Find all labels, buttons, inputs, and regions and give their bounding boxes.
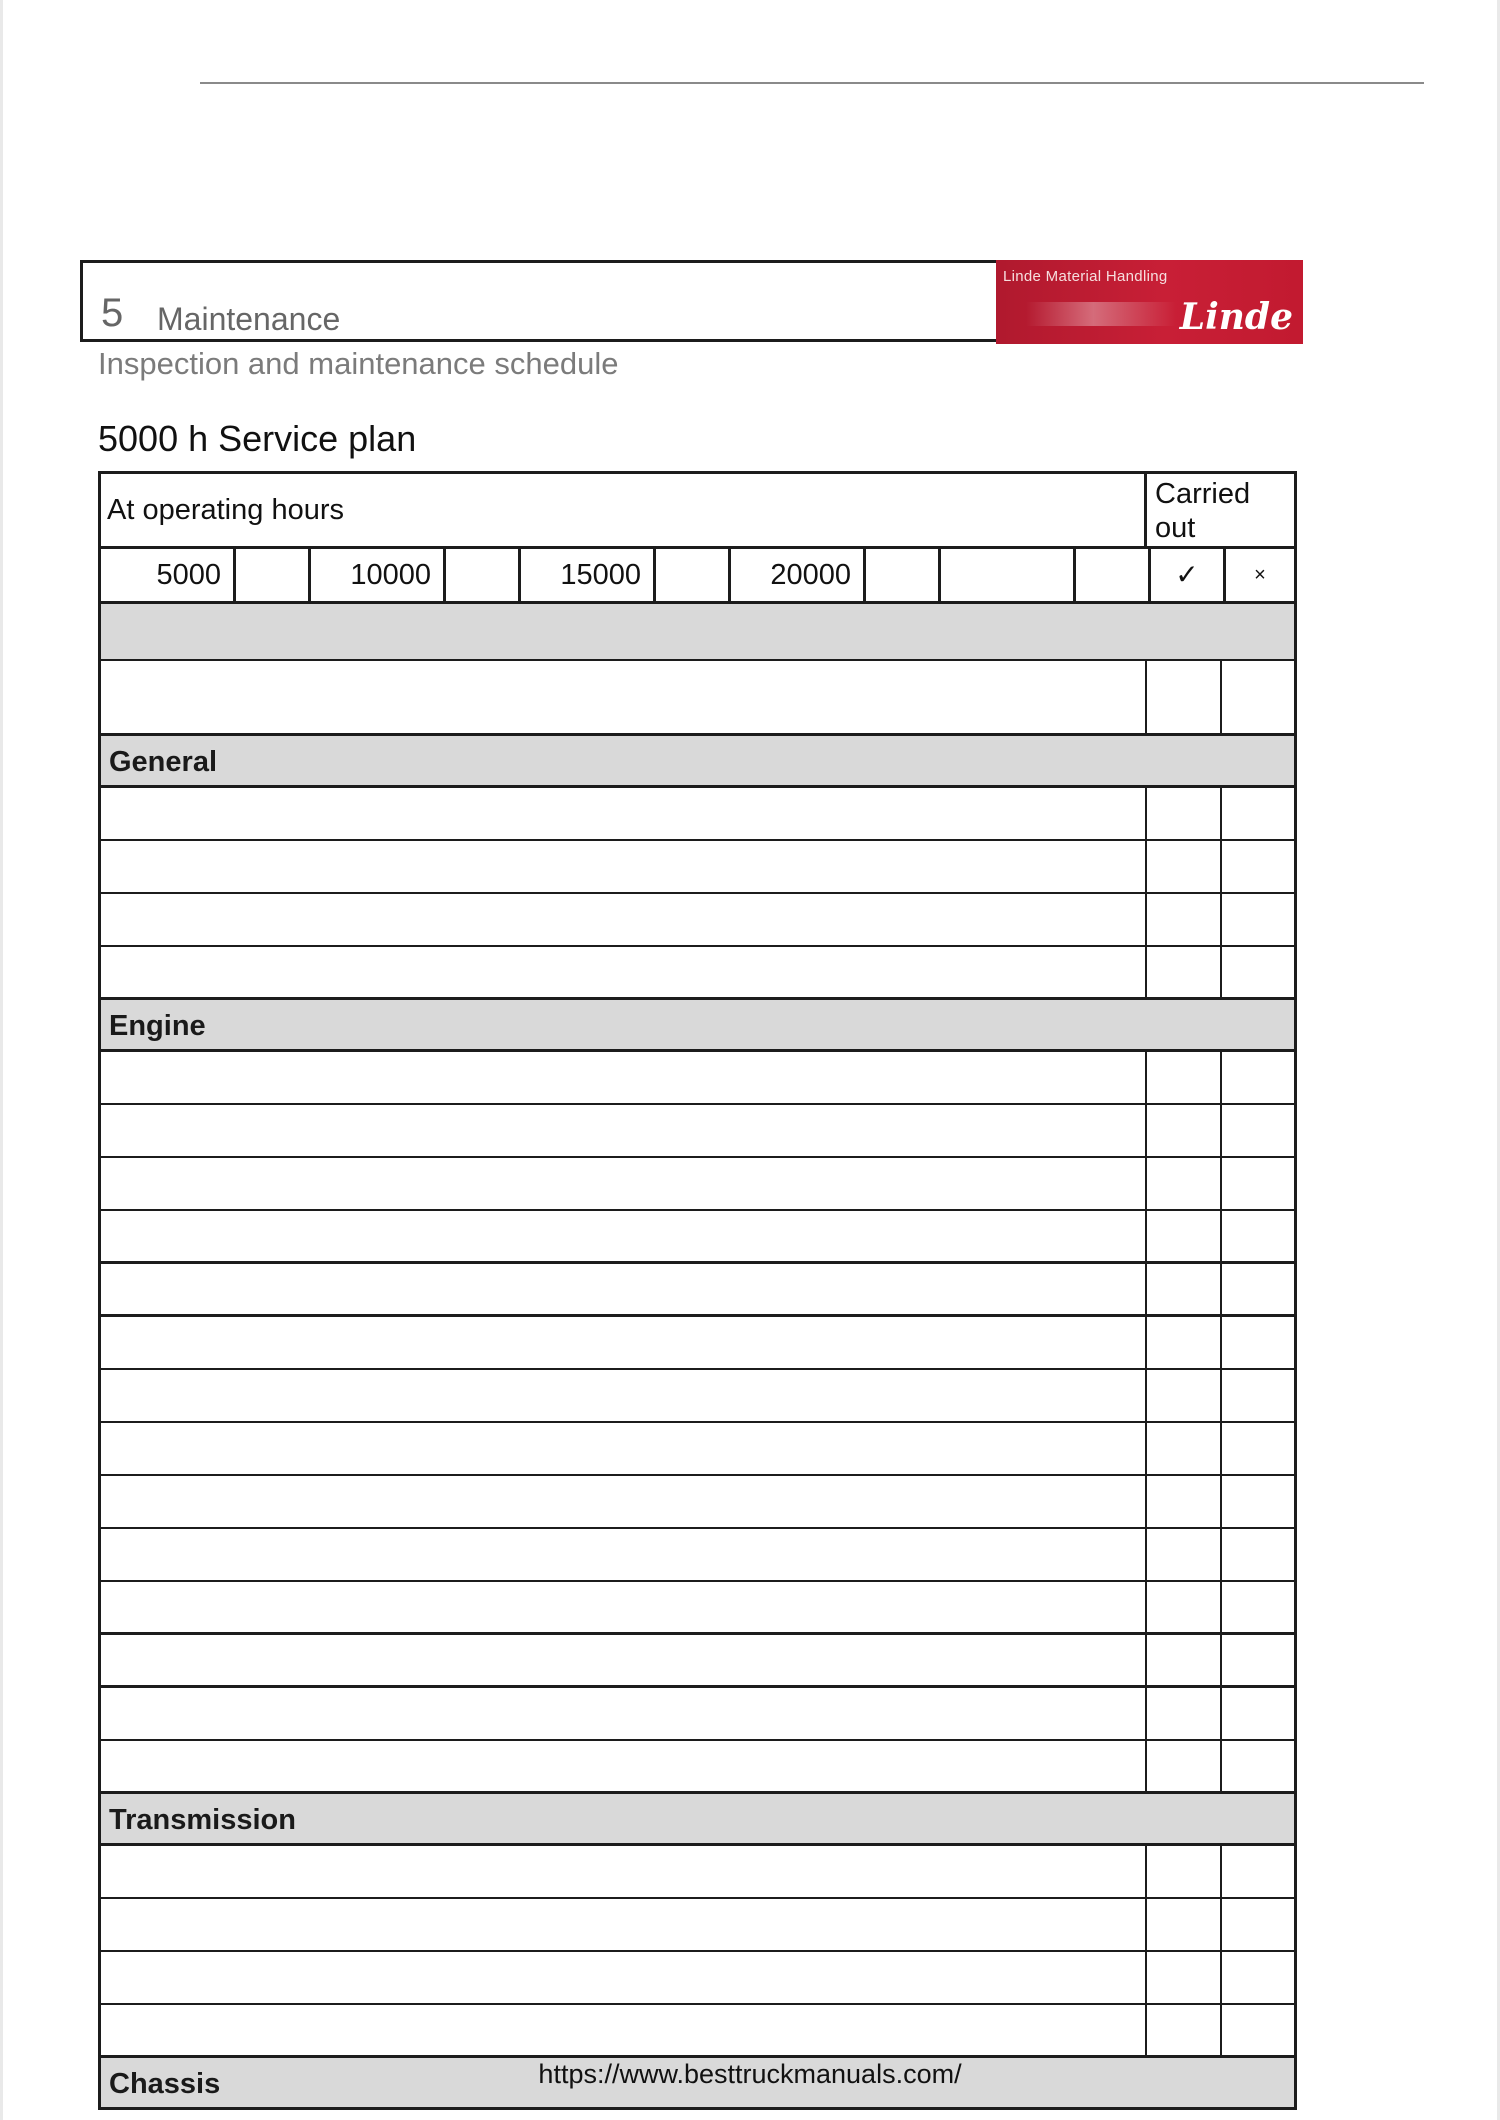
done-checkbox[interactable] (1147, 947, 1222, 997)
done-checkbox[interactable] (1147, 1052, 1222, 1103)
table-header-row (101, 474, 1294, 549)
section-band-blank (101, 604, 1294, 661)
not-done-checkbox[interactable] (1222, 1105, 1294, 1156)
section-band-transmission: Transmission (101, 1794, 1294, 1846)
done-checkbox[interactable] (1147, 2005, 1222, 2055)
table-row (101, 1952, 1294, 2005)
hours-15000: 15000 (521, 549, 656, 601)
table-row (101, 947, 1294, 1000)
done-checkbox[interactable] (1147, 1370, 1222, 1421)
done-checkbox[interactable] (1147, 1476, 1222, 1527)
footer-url-text[interactable]: https://www.besttruckmanuals.com/ (538, 2059, 962, 2089)
hours-blank-cell (1076, 549, 1151, 601)
table-row (101, 1105, 1294, 1158)
not-done-checkbox[interactable] (1222, 841, 1294, 892)
table-row (101, 1158, 1294, 1211)
not-done-checkbox[interactable] (1222, 1264, 1294, 1314)
chapter-title: Maintenance (157, 301, 341, 337)
not-done-checkbox[interactable] (1222, 1899, 1294, 1950)
logo-tagline: Linde Material Handling (1003, 268, 1168, 285)
done-checkbox[interactable] (1147, 1423, 1222, 1474)
not-done-checkbox[interactable] (1222, 894, 1294, 945)
hours-row (101, 549, 1294, 604)
done-checkbox[interactable] (1147, 1635, 1222, 1685)
not-done-checkbox[interactable] (1222, 1952, 1294, 2003)
table-row (101, 1741, 1294, 1794)
done-checkbox[interactable] (1147, 894, 1222, 945)
not-done-checkbox[interactable] (1222, 661, 1294, 733)
hours-blank-cell (446, 549, 521, 601)
hours-blank-cell (656, 549, 731, 601)
table-row (101, 1370, 1294, 1423)
logo-glow (1026, 302, 1176, 326)
not-done-checkbox[interactable] (1222, 1052, 1294, 1103)
table-row (101, 1423, 1294, 1476)
not-done-checkbox[interactable] (1222, 1423, 1294, 1474)
not-done-checkbox[interactable] (1222, 1158, 1294, 1209)
done-checkbox[interactable] (1147, 788, 1222, 839)
done-checkbox[interactable] (1147, 1741, 1222, 1791)
table-row (101, 1899, 1294, 1952)
table-row (101, 1211, 1294, 1264)
carried-out-line1: Carried (1155, 478, 1251, 510)
hours-10000: 10000 (311, 549, 446, 601)
chapter-number: 5 (101, 291, 124, 335)
done-checkbox[interactable] (1147, 1158, 1222, 1209)
not-done-checkbox[interactable] (1222, 1529, 1294, 1580)
footer-url[interactable] (0, 2059, 1500, 2090)
linde-logo (996, 260, 1303, 344)
table-row (101, 1582, 1294, 1635)
done-checkbox[interactable] (1147, 1105, 1222, 1156)
table-row (101, 1052, 1294, 1105)
hours-blank-cell (236, 549, 311, 601)
table-row (101, 894, 1294, 947)
not-done-checkbox[interactable] (1222, 1317, 1294, 1368)
not-done-checkbox[interactable] (1222, 2005, 1294, 2055)
table-row (101, 788, 1294, 841)
carried-out-line2: out (1155, 512, 1196, 544)
not-done-checkbox[interactable] (1222, 1582, 1294, 1632)
not-done-checkbox[interactable] (1222, 1635, 1294, 1685)
section-band-engine: Engine (101, 1000, 1294, 1052)
not-done-checkbox[interactable] (1222, 1211, 1294, 1261)
hours-blank-cell (866, 549, 941, 601)
cross-icon: × (1254, 564, 1266, 586)
check-icon: ✓ (1151, 549, 1226, 601)
hours-blank-cell (941, 549, 1076, 601)
done-checkbox[interactable] (1147, 1264, 1222, 1314)
not-done-checkbox[interactable] (1222, 788, 1294, 839)
section-subtitle: Inspection and maintenance schedule (98, 346, 619, 381)
top-rule (200, 82, 1424, 84)
done-checkbox[interactable] (1147, 1952, 1222, 2003)
done-checkbox[interactable] (1147, 1211, 1222, 1261)
table-row (101, 841, 1294, 894)
table-row (101, 1529, 1294, 1582)
table-row (101, 1317, 1294, 1370)
section-band-chassis: Chassis (101, 2058, 1294, 2110)
hours-5000: 5000 (101, 549, 236, 601)
not-done-checkbox[interactable] (1222, 1370, 1294, 1421)
table-row (101, 1846, 1294, 1899)
table-row (101, 1264, 1294, 1317)
table-row (101, 661, 1294, 736)
section-band-general: General (101, 736, 1294, 788)
plan-title: 5000 h Service plan (98, 418, 417, 459)
page-edge-left (0, 0, 3, 2120)
done-checkbox[interactable] (1147, 1529, 1222, 1580)
done-checkbox[interactable] (1147, 841, 1222, 892)
not-done-checkbox[interactable] (1222, 1846, 1294, 1897)
logo-wordmark: Linde (1179, 296, 1293, 338)
done-checkbox[interactable] (1147, 1317, 1222, 1368)
done-checkbox[interactable] (1147, 1846, 1222, 1897)
not-done-checkbox[interactable] (1222, 947, 1294, 997)
not-done-checkbox[interactable] (1222, 1688, 1294, 1739)
operating-hours-header: At operating hours (101, 474, 1147, 546)
service-plan-table (98, 471, 1297, 2110)
table-row (101, 1635, 1294, 1688)
table-row (101, 1476, 1294, 1529)
hours-20000: 20000 (731, 549, 866, 601)
table-row (101, 1688, 1294, 1741)
done-checkbox[interactable] (1147, 1688, 1222, 1739)
carried-out-header (1147, 474, 1294, 546)
table-row (101, 2005, 1294, 2058)
not-done-checkbox[interactable] (1222, 1741, 1294, 1791)
done-checkbox[interactable] (1147, 1899, 1222, 1950)
done-checkbox[interactable] (1147, 661, 1222, 733)
done-checkbox[interactable] (1147, 1582, 1222, 1632)
not-done-checkbox[interactable] (1222, 1476, 1294, 1527)
